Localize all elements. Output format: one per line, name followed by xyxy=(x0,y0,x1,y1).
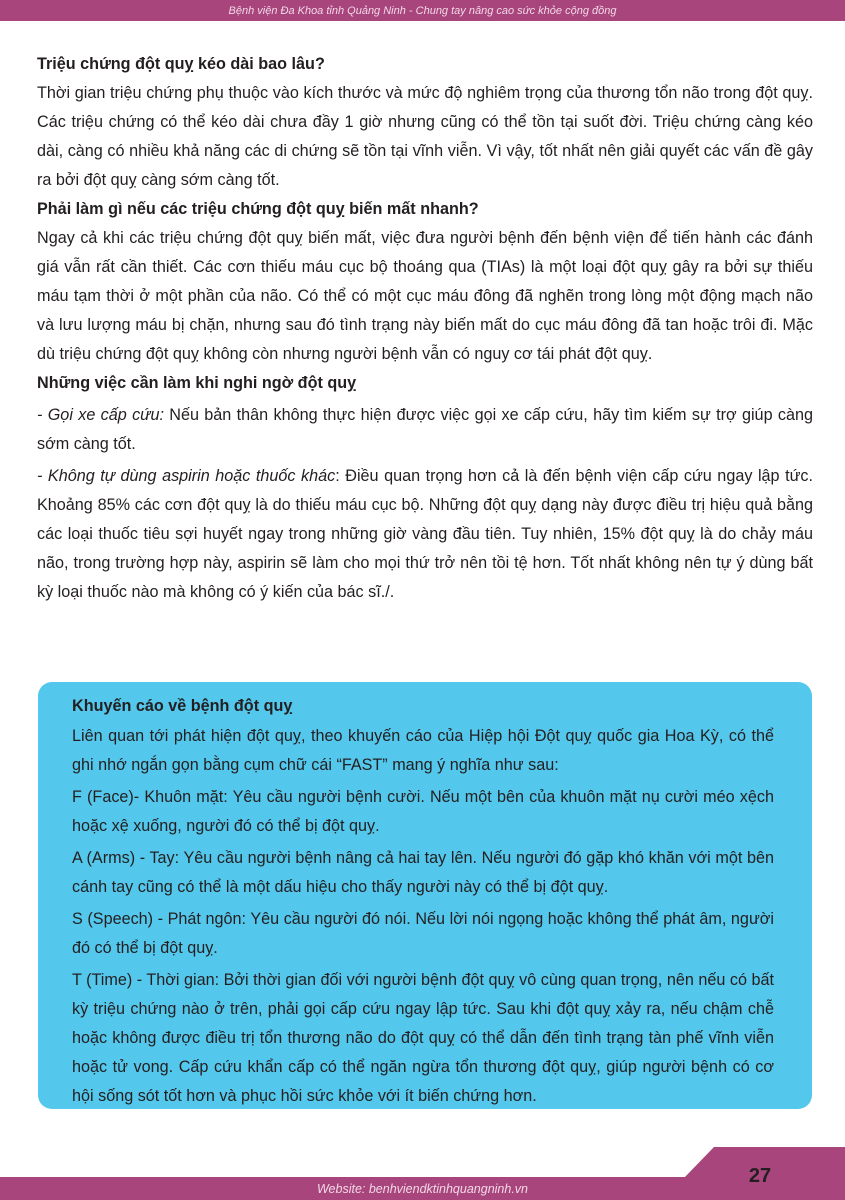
callout-speech: S (Speech) - Phát ngôn: Yêu cầu người đó nói. Nếu lời nói ngọng hoặc không thể phát âm, người đó có thể bị đột quỵ. xyxy=(72,910,774,957)
callout-time: T (Time) - Thời gian: Bởi thời gian đối với người bệnh đột quỵ vô cùng quan trọng, nên nếu có bất kỳ triệu chứng nào ở trên, phải gọi cấp cứu ngay lập tức. Sau khi đột quỵ xảy ra, nếu chậm chễ hoặc không được điều trị tổn thương não do đột quỵ có thể dẫn đến tình trạng tàn phế vĩnh viễn hoặc tử vong. Cấp cứu khẩn cấp có thể ngăn ngừa tổn thương đột quỵ, giúp người bệnh có cơ hội sống sót tốt hơn và phục hồi sức khỏe với ít biến chứng hơn. xyxy=(72,971,774,1105)
section-heading-disappear: Phải làm gì nếu các triệu chứng đột quỵ biến mất nhanh? xyxy=(37,200,479,218)
section-body-disappear: Ngay cả khi các triệu chứng đột quỵ biến mất, việc đưa người bệnh đến bệnh viện để tiến hành các đánh giá vẫn rất cần thiết. Các cơn thiếu máu cục bộ thoáng qua (TIAs) là một loại đột quỵ gây ra bởi sự thiếu máu tạm thời ở một phần của não. Có thể có một cục máu đông đã nghẽn trong lòng một động mạch não và lưu lượng máu bị chặn, nhưng sau đó tình trạng này biến mất do cục máu đông đã tan hoặc trôi đi. Mặc dù triệu chứng đột quỵ không còn nhưng người bệnh vẫn có nguy cơ tái phát đột quỵ. xyxy=(37,229,813,363)
todo-item-label: - Gọi xe cấp cứu: xyxy=(37,406,164,424)
todo-item-call-ambulance xyxy=(37,401,813,459)
callout-arms: A (Arms) - Tay: Yêu cầu người bệnh nâng cả hai tay lên. Nếu người đó gặp khó khăn với một bên cánh tay cũng có thể là một dấu hiệu cho thấy người này có thể bị đột quỵ. xyxy=(72,849,774,896)
callout-title: Khuyến cáo về bệnh đột quỵ xyxy=(72,697,293,715)
section-heading-todo: Những việc cần làm khi nghi ngờ đột quỵ xyxy=(37,374,357,392)
footer-website: Website: benhviendktinhquangninh.vn xyxy=(316,1181,529,1196)
todo-item-no-aspirin xyxy=(37,462,813,607)
section-body-duration: Thời gian triệu chứng phụ thuộc vào kích thước và mức độ nghiêm trọng của thương tổn não trong đột quỵ. Các triệu chứng có thể kéo dài chưa đầy 1 giờ nhưng cũng có thể tồn tại suốt đời. Triệu chứng càng kéo dài, càng có nhiều khả năng các di chứng sẽ tồn tại vĩnh viễn. Vì vậy, tốt nhất nên giải quyết các vấn đề gây ra bởi đột quỵ càng sớm càng tốt. xyxy=(37,84,813,189)
header-tagline: Bệnh viện Đa Khoa tỉnh Quảng Ninh - Chung tay nâng cao sức khỏe cộng đồng xyxy=(228,4,617,17)
page-number: 27 xyxy=(748,1165,772,1187)
todo-item-label: - Không tự dùng aspirin hoặc thuốc khác xyxy=(37,467,336,485)
callout-intro: Liên quan tới phát hiện đột quỵ, theo khuyến cáo của Hiệp hội Đột quỵ quốc gia Hoa Kỳ, có thể ghi nhớ ngắn gọn bằng cụm chữ cái “FAST” mang ý nghĩa như sau: xyxy=(72,727,774,774)
header-bar xyxy=(0,0,845,21)
section-heading-duration: Triệu chứng đột quỵ kéo dài bao lâu? xyxy=(37,55,325,73)
footer-bar xyxy=(0,1177,845,1200)
article-content xyxy=(37,50,813,607)
fast-callout-box xyxy=(38,682,812,1109)
todo-item-text: Nếu bản thân không thực hiện được việc gọi xe cấp cứu, hãy tìm kiếm sự trợ giúp càng sớm càng tốt. xyxy=(37,406,813,453)
todo-item-text: : Điều quan trọng hơn cả là đến bệnh viện cấp cứu ngay lập tức. Khoảng 85% các cơn đột quỵ là do thiếu máu cục bộ. Những đột quỵ dạng này được điều trị hiệu quả bằng các loại thuốc tiêu sợi huyết ngay trong những giờ vàng đầu tiên. Tuy nhiên, 15% đột quỵ là do chảy máu não, trong trường hợp này, aspirin sẽ làm cho mọi thứ trở nên tồi tệ hơn. Tốt nhất không nên tự ý dùng bất kỳ loại thuốc nào mà không có ý kiến của bác sĩ./. xyxy=(37,467,813,601)
callout-face: F (Face)- Khuôn mặt: Yêu cầu người bệnh cười. Nếu một bên của khuôn mặt nụ cười méo xệch hoặc xệ xuống, người đó có thể bị đột quỵ. xyxy=(72,788,774,835)
